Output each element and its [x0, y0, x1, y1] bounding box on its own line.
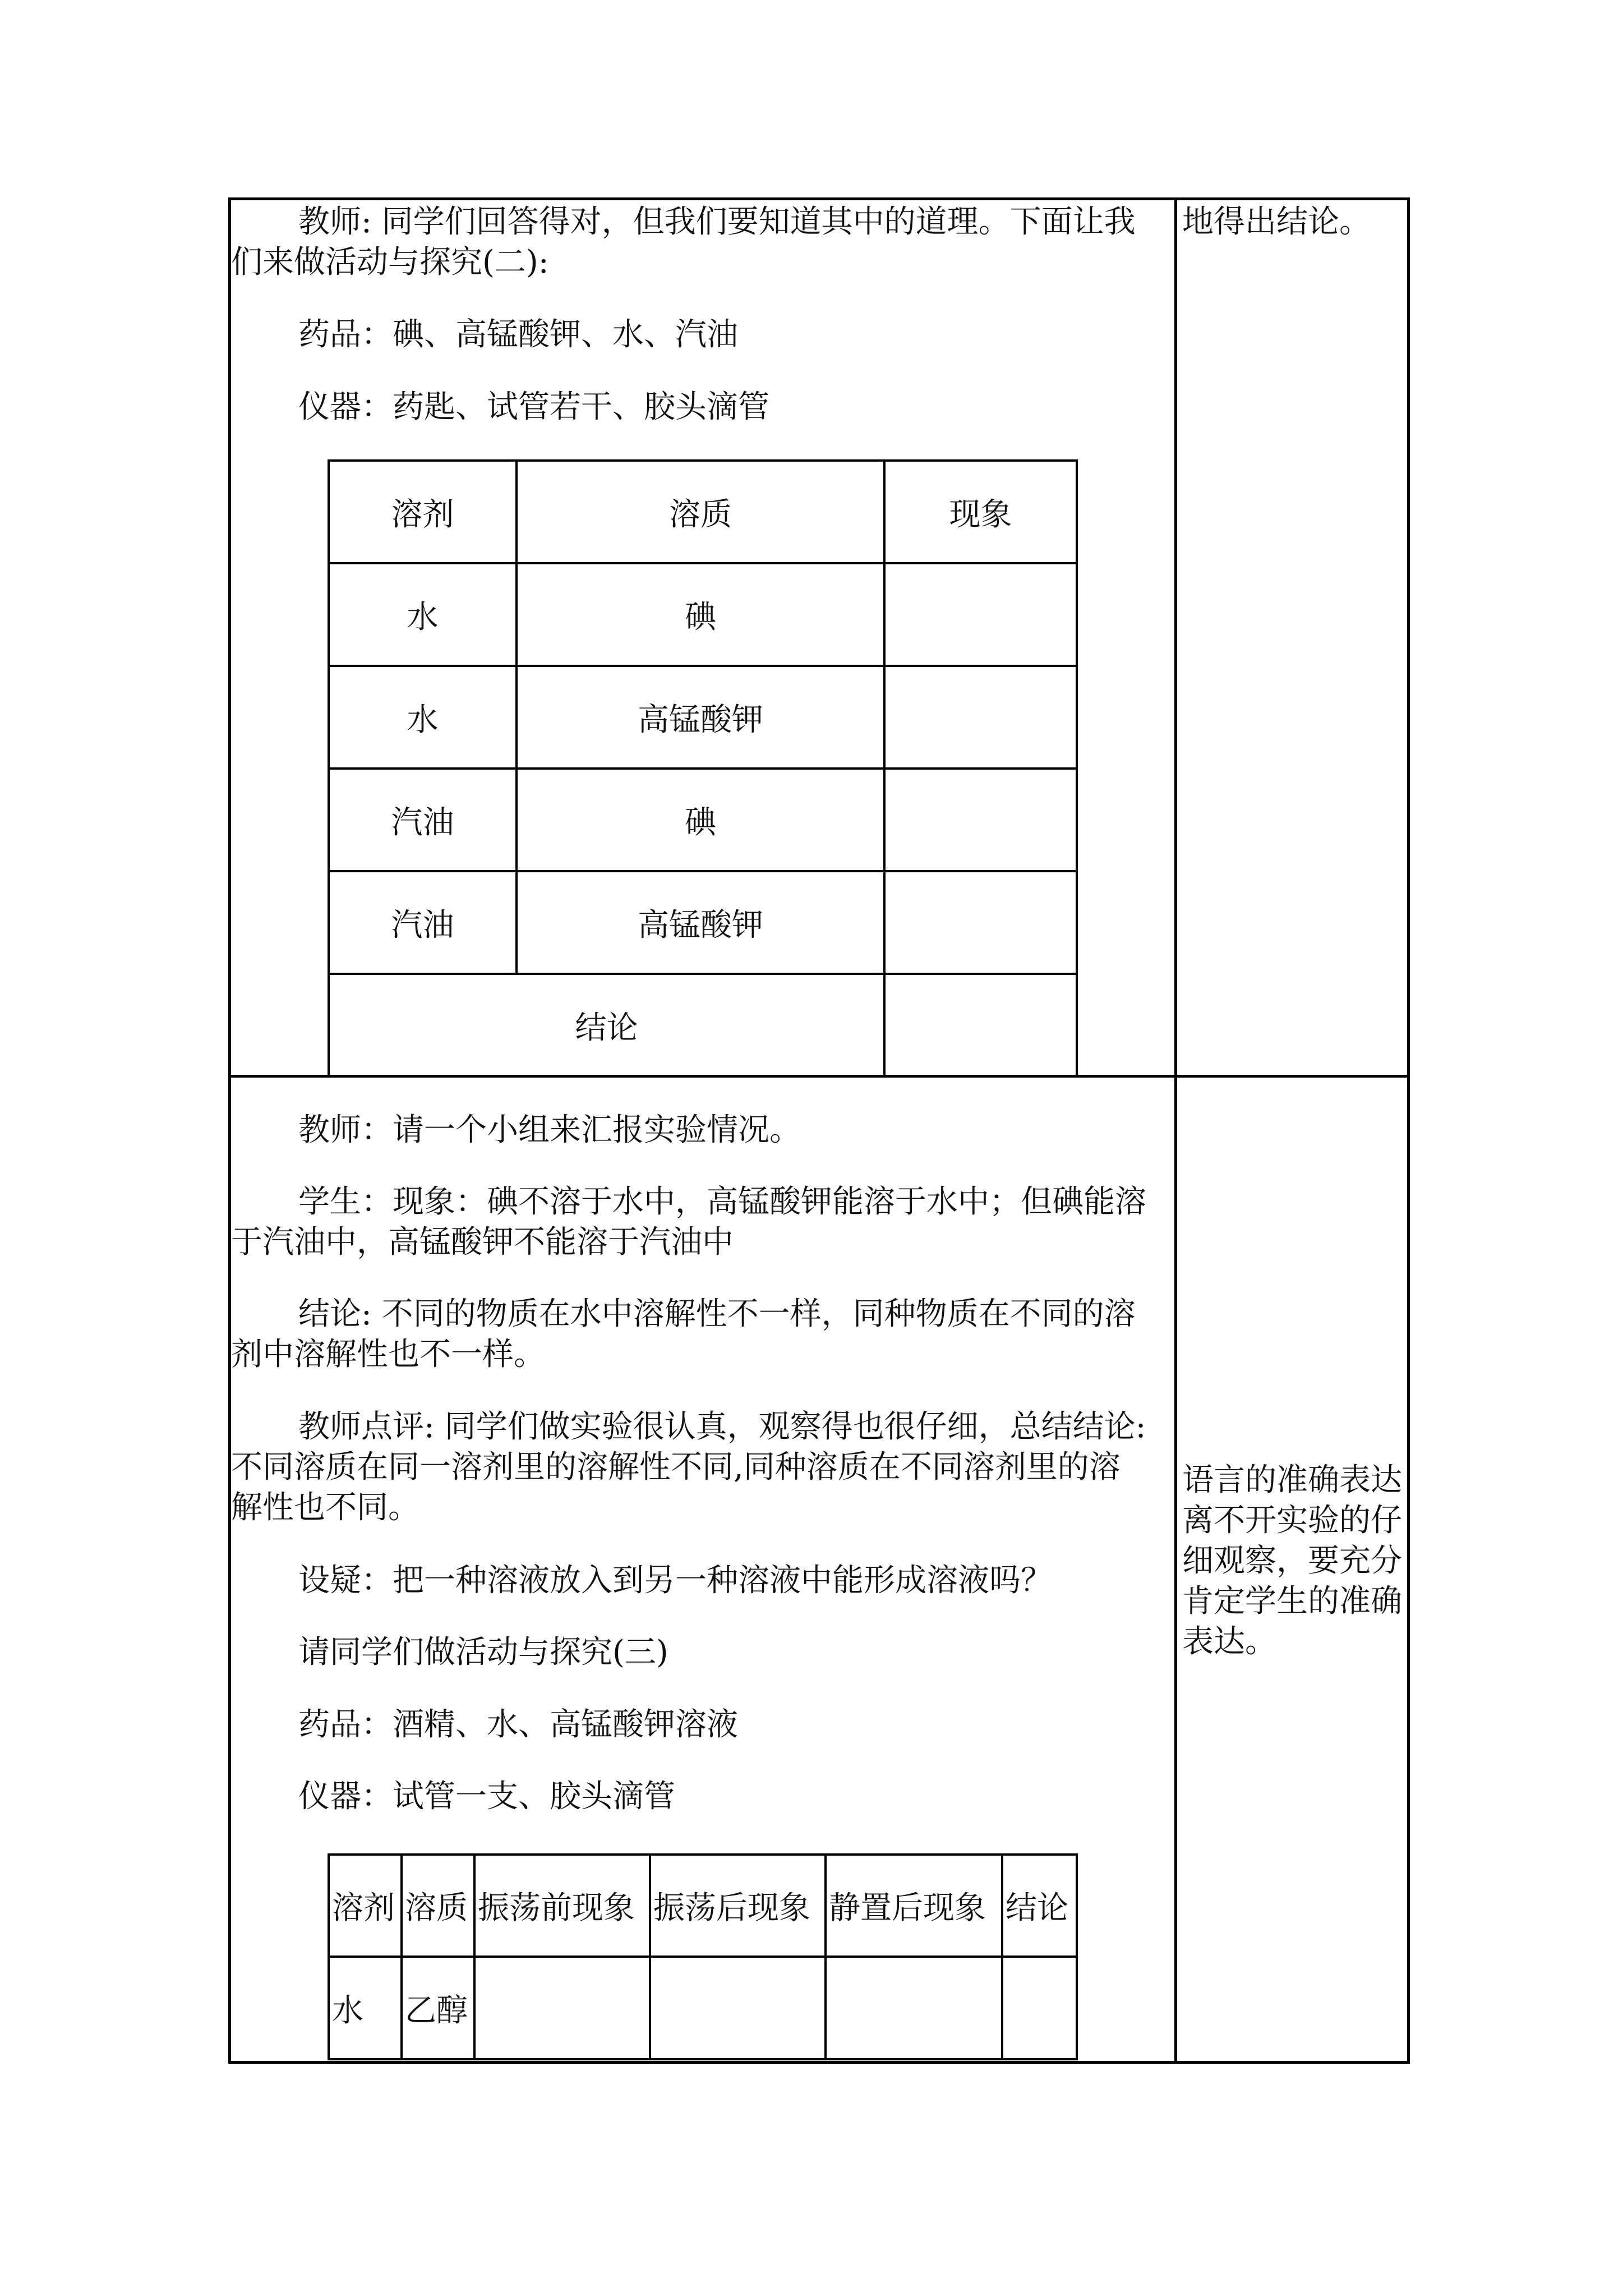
teacher-text-line2: 们来做活动与探究(二): [231, 244, 549, 280]
cell-solute: 碘 [517, 563, 884, 666]
teacher-comment-line3: 解性也不同。 [231, 1489, 419, 1526]
cell-before-shaking [474, 1957, 650, 2059]
conclusion-text-line2: 剂中溶解性也不一样。 [231, 1336, 545, 1373]
table-header-row [329, 1855, 1077, 1957]
teacher-comment-line1: 教师点评: 同学们做实验很认真，观察得也很仔细，总结结论: [298, 1409, 1146, 1445]
cell-after-standing [826, 1957, 1002, 2059]
cell-phenomenon [884, 563, 1077, 666]
apparatus-line-2: 仪器：试管一支、胶头滴管 [298, 1778, 675, 1815]
header-conclusion: 结论 [1002, 1855, 1077, 1957]
apparatus-line: 仪器：药匙、试管若干、胶头滴管 [298, 389, 769, 425]
cell-solvent: 汽油 [329, 769, 517, 871]
conclusion-text-line1: 结论: 不同的物质在水中溶解性不一样，同种物质在不同的溶 [298, 1296, 1136, 1332]
cell-solute: 碘 [517, 769, 884, 871]
table-row [329, 666, 1077, 769]
conclusion-row [329, 974, 1077, 1076]
cell-solvent: 水 [329, 563, 517, 666]
header-before-shaking: 振荡前现象 [474, 1855, 650, 1957]
cell-conclusion [1002, 1957, 1077, 2059]
header-solvent: 溶剂 [329, 461, 517, 563]
experiment-table-3 [328, 1853, 1078, 2060]
side-note-1: 地得出结论。 [1182, 204, 1371, 240]
column-divider [1174, 197, 1177, 2064]
header-phenomenon: 现象 [884, 461, 1077, 563]
cell-phenomenon [884, 871, 1077, 974]
reagents-line-2: 药品：酒精、水、高锰酸钾溶液 [298, 1706, 738, 1743]
reagents-line: 药品：碘、高锰酸钾、水、汽油 [298, 316, 738, 353]
teacher-report-line: 教师：请一个小组来汇报实验情况。 [298, 1112, 801, 1148]
cell-phenomenon [884, 769, 1077, 871]
student-text-line2: 于汽油中，高锰酸钾不能溶于汽油中 [231, 1224, 734, 1260]
cell-solvent: 水 [329, 666, 517, 769]
header-after-standing: 静置后现象 [826, 1855, 1002, 1957]
cell-solute: 高锰酸钾 [517, 871, 884, 974]
conclusion-value [884, 974, 1077, 1076]
student-text-line1: 学生：现象：碘不溶于水中，高锰酸钾能溶于水中；但碘能溶 [298, 1184, 1146, 1220]
activity-line: 请同学们做活动与探究(三) [298, 1634, 668, 1671]
table-row [329, 871, 1077, 974]
cell-solute: 高锰酸钾 [517, 666, 884, 769]
question-line: 设疑：把一种溶液放入到另一种溶液中能形成溶液吗？ [298, 1562, 1052, 1599]
table-row [329, 769, 1077, 871]
experiment-table-2 [328, 459, 1078, 1078]
table-row [329, 563, 1077, 666]
teacher-comment-line2: 不同溶质在同一溶剂里的溶解性不同,同种溶质在不同溶剂里的溶 [231, 1449, 1121, 1485]
header-after-shaking: 振荡后现象 [650, 1855, 826, 1957]
conclusion-label: 结论 [329, 974, 884, 1076]
cell-after-shaking [650, 1957, 826, 2059]
cell-solvent: 汽油 [329, 871, 517, 974]
header-solvent: 溶剂 [329, 1855, 402, 1957]
header-solute: 溶质 [517, 461, 884, 563]
table-row [329, 1957, 1077, 2059]
table-header-row [329, 461, 1077, 563]
header-solute: 溶质 [402, 1855, 474, 1957]
cell-phenomenon [884, 666, 1077, 769]
cell-solvent: 水 [329, 1957, 402, 2059]
side-note-2: 语言的准确表达离不开实验的仔细观察，要充分肯定学生的准确表达。 [1182, 1462, 1402, 1660]
teacher-text-line1: 教师: 同学们回答得对，但我们要知道其中的道理。下面让我 [298, 204, 1136, 240]
cell-solute: 乙醇 [402, 1957, 474, 2059]
